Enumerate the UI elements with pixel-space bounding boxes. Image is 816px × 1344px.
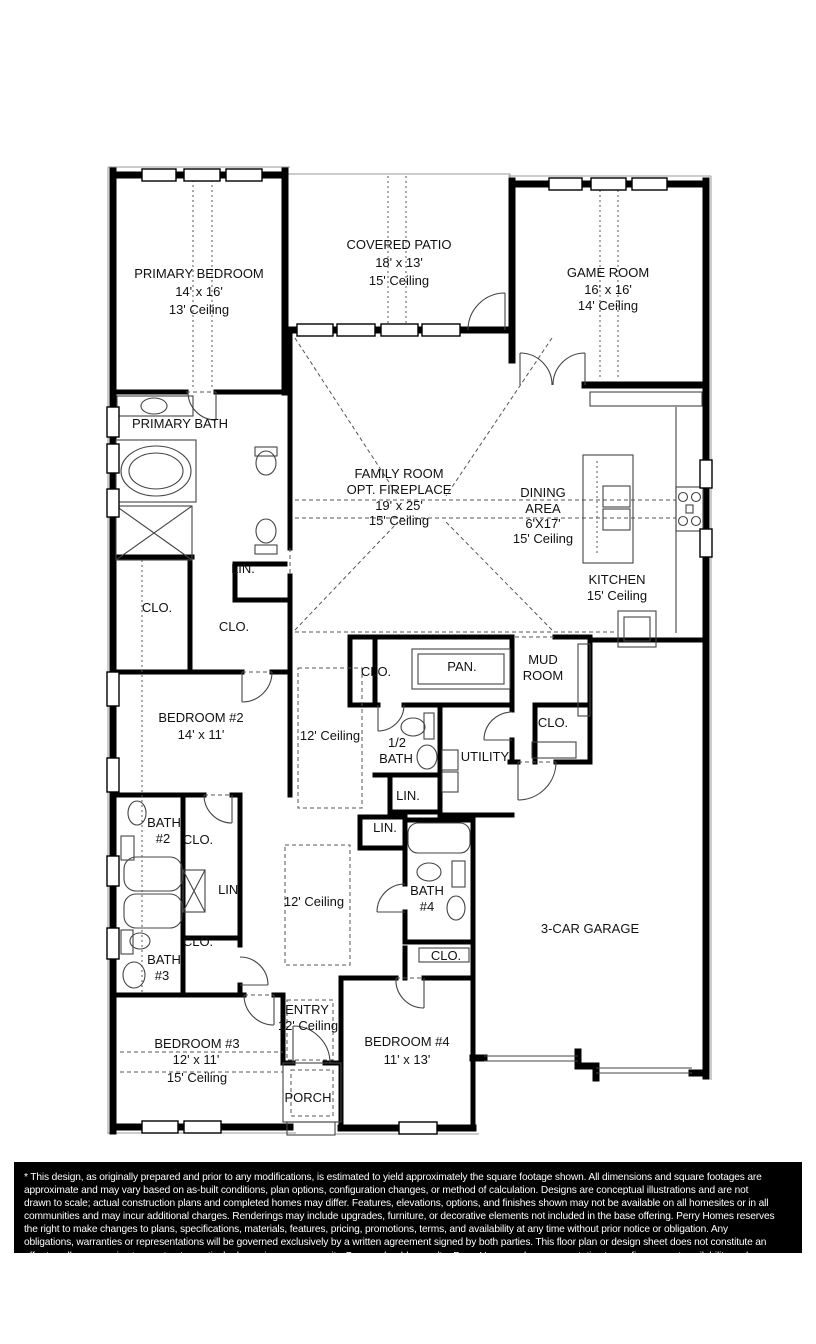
garage-door <box>596 1068 692 1073</box>
bedroom3-door <box>244 995 274 1025</box>
label-kitchen: KITCHEN <box>588 572 646 587</box>
label-primary-bath: PRIMARY BATH <box>131 416 229 431</box>
label-dining-area: DINING <box>520 485 566 500</box>
disclaimer-line: communities and may incur additional charges. Renderings may include upgrades, furniture, or decorative elements not included in the base offering. Perry Homes reserves <box>24 1211 775 1223</box>
label-closet: CLO. <box>182 832 214 847</box>
bedroom2-door <box>242 672 272 702</box>
bath4-door <box>377 884 405 912</box>
label-bedroom3-dims: 12' x 11' <box>172 1052 220 1067</box>
label-game-room-dims: 16' x 16' <box>584 282 632 297</box>
label-family-room-dims: 19' x 25' <box>375 498 423 513</box>
disclaimer-line: approximate and may vary based on as-built conditions, plan options, configuration changes, or method of calculation. Designs are conceptual illustrations and are not <box>24 1185 749 1197</box>
label-closet: CLO. <box>218 619 250 634</box>
label-bath2-1: BATH <box>147 815 181 830</box>
label-garage: 3-CAR GARAGE <box>540 921 640 936</box>
label-linen: LIN. <box>231 561 255 576</box>
utility-door <box>484 712 512 740</box>
label-bath4-2: #4 <box>419 899 435 914</box>
garage-door <box>484 1056 578 1061</box>
toilet <box>256 451 276 475</box>
sink <box>128 801 146 825</box>
label-mud-room2: ROOM <box>522 668 564 683</box>
label-kitchen-ceiling: 15' Ceiling <box>586 588 648 603</box>
tub <box>124 857 182 891</box>
label-family-room-option: OPT. FIREPLACE <box>346 482 452 497</box>
bath3-door <box>240 957 268 985</box>
label-closet: CLO. <box>430 948 462 963</box>
bedroom4-door <box>396 978 424 1008</box>
sink <box>141 398 167 414</box>
garage-entry-door <box>518 762 556 800</box>
label-bath3-1: BATH <box>147 952 181 967</box>
tub <box>408 823 470 853</box>
label-half-bath1: 1/2 <box>387 735 407 750</box>
label-covered-patio-dims: 18' x 13' <box>375 255 423 270</box>
label-game-room: GAME ROOM <box>566 265 650 280</box>
label-linen: LIN. <box>396 788 420 803</box>
sink <box>417 863 441 881</box>
vanity-counter <box>117 396 193 416</box>
label-closet: CLO. <box>360 664 392 679</box>
label-closet: CLO. <box>537 715 569 730</box>
label-family-room-ceiling: 15' Ceiling <box>368 513 430 528</box>
label-utility: UTILITY <box>460 749 510 764</box>
label-closet: CLO. <box>141 600 173 615</box>
game-room-double-door <box>520 353 552 385</box>
label-bedroom4-dims: 11' x 13' <box>383 1052 431 1067</box>
label-covered-patio: COVERED PATIO <box>346 237 452 252</box>
kitchen-counter <box>590 392 702 406</box>
toilet <box>256 519 276 543</box>
toilet <box>417 745 437 769</box>
label-dining-area2: AREA <box>525 501 561 516</box>
disclaimer-line: offer to sell or a promise to construct a particular home in any community. Buyers should consult a Perry Homes sales representative to confirm current availability and <box>24 1250 749 1262</box>
label-bedroom2-dims: 14' x 11' <box>177 727 225 742</box>
tub-surround <box>116 440 196 502</box>
dryer <box>442 772 458 792</box>
label-bedroom3: BEDROOM #3 <box>154 1036 240 1051</box>
label-dining-ceiling: 15' Ceiling <box>512 531 574 546</box>
label-game-room-ceiling: 14' Ceiling <box>577 298 639 313</box>
mud-closet-shelf <box>532 742 576 758</box>
label-primary-bedroom-ceiling: 13' Ceiling <box>168 302 230 317</box>
label-bedroom4: BEDROOM #4 <box>364 1034 450 1049</box>
label-bath2-2: #2 <box>155 831 171 846</box>
half-bath-door <box>378 705 404 731</box>
label-linen: LIN. <box>373 820 397 835</box>
patio-door <box>468 293 505 330</box>
label-entry-ceiling: 12' Ceiling <box>277 1018 339 1033</box>
disclaimer-line: the right to make changes to plans, specifications, materials, features, pricing, promotions, terms, and availability at any time without prior notice or obligation. Any <box>24 1224 728 1236</box>
label-primary-bedroom: PRIMARY BEDROOM <box>134 266 264 281</box>
label-hall1-ceiling: 12' Ceiling <box>299 728 361 743</box>
toilet <box>447 896 465 920</box>
label-pantry: PAN. <box>447 659 477 674</box>
label-mud-room: MUD <box>528 652 558 667</box>
label-covered-patio-ceiling: 15' Ceiling <box>368 273 430 288</box>
label-family-room: FAMILY ROOM <box>354 466 444 481</box>
label-hall2-ceiling: 12' Ceiling <box>283 894 345 909</box>
island-sink <box>603 486 630 507</box>
tub <box>124 894 182 928</box>
label-linen: LIN. <box>218 882 242 897</box>
label-dining-dims: 6'X17' <box>525 516 561 531</box>
bath2-door <box>204 795 232 823</box>
disclaimer-line: drawn to scale; actual construction plans and completed homes may differ. Features, elevations, options, and finishes shown may not be available on all homesites or in all <box>24 1198 769 1210</box>
label-closet: CLO. <box>182 934 214 949</box>
disclaimer <box>14 1162 802 1262</box>
label-bath4-1: BATH <box>410 883 444 898</box>
label-bedroom2: BEDROOM #2 <box>158 710 244 725</box>
disclaimer-line: obligations, warranties or representations will be governed exclusively by a written agreement signed by both parties. This floor plan or design sheet does not constitute an <box>24 1237 767 1249</box>
label-half-bath2: BATH <box>379 751 413 766</box>
label-bath3-2: #3 <box>154 968 170 983</box>
label-porch: PORCH <box>284 1090 332 1105</box>
label-bedroom3-ceiling: 15' Ceiling <box>166 1070 228 1085</box>
disclaimer-line: * This design, as originally prepared and prior to any modifications, is estimated to yield approximately the square footage shown. All dimensions and square footages are <box>24 1172 762 1183</box>
sink <box>401 718 425 736</box>
label-primary-bedroom-dims: 14' x 16' <box>175 284 223 299</box>
washer <box>442 750 458 770</box>
label-entry: ENTRY <box>285 1002 329 1017</box>
